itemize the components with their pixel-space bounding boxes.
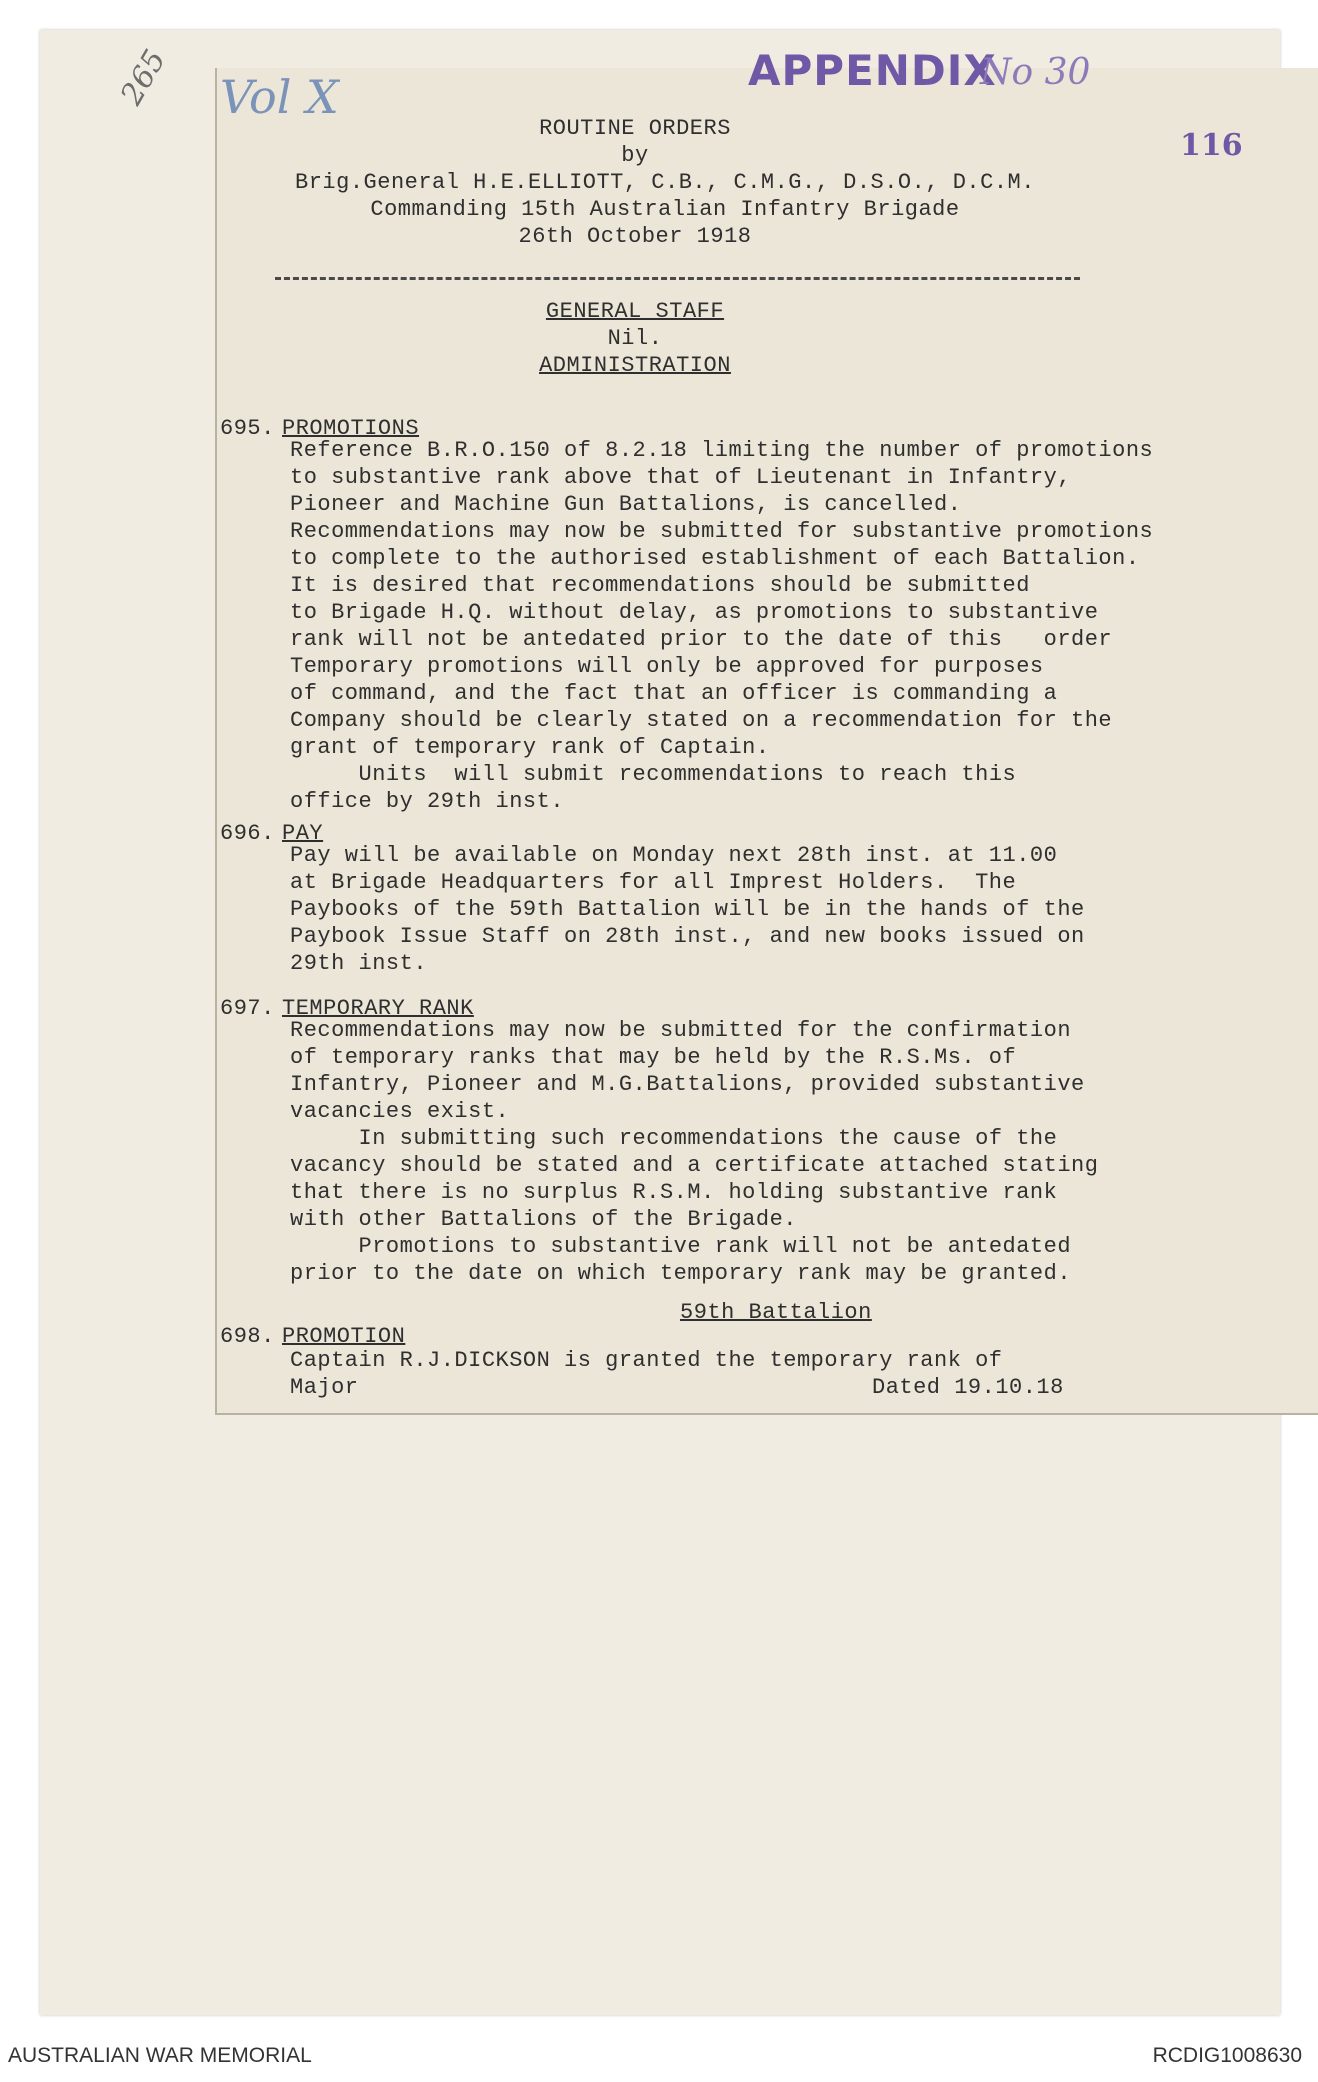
folio-number-pencil: 265	[114, 43, 174, 112]
order-number: 695.	[220, 416, 275, 441]
order-body: Recommendations may now be submitted for the confirmation of temporary ranks that may be held by the R.S.Ms. of Infantry, Pioneer and M.G.Battalions, provided substantive vacancies exist. In submitting such recommendations the cause of the vacancy should be stated and a certificate attached stating that there is no surplus R.S.M. holding substantive rank with other Battalions of the Brigade. Promotions to substantive rank will not be antedated prior to the date on which temporary rank may be granted.	[290, 1018, 1099, 1286]
order-dated: Dated 19.10.18	[872, 1375, 1064, 1400]
appendix-stamp: APPENDIX	[748, 46, 997, 95]
document-sheet	[40, 30, 1280, 2015]
page-number-stamp: 116	[1180, 128, 1243, 163]
archive-footer	[0, 2022, 1318, 2082]
order-body: Pay will be available on Monday next 28th inst. at 11.00 at Brigade Headquarters for all Imprest Holders. The Paybooks of the 59th Battalion will be in the hands of the Paybook Issue Staff on 28th inst., and new books issued on 29th inst.	[290, 843, 1085, 976]
order-697	[220, 995, 1240, 1285]
order-number: 698.	[220, 1324, 275, 1349]
volume-label: Vol X	[220, 70, 339, 124]
header-by: by	[621, 143, 649, 168]
header-author: Brig.General H.E.ELLIOTT, C.B., C.M.G., D.S.O., D.C.M.	[295, 170, 1035, 195]
order-body: Reference B.R.O.150 of 8.2.18 limiting the number of promotions to substantive rank above that of Lieutenant in Infantry, Pioneer and Machine Gun Battalions, is cancelled. Recommendations may now be submitted for substantive promotions to complete to the authorised establishment of each Battalion. It is desired that recommendations should be submitted to Brigade H.Q. without delay, as promotions to substantive rank will not be antedated prior to the date of this order Temporary promotions will only be approved for purposes of command, and the fact that an officer is commanding a Company should be clearly stated on a recommendation for the grant of temporary rank of Captain. Units will submit recommendations to reach this office by 29th inst.	[290, 438, 1154, 814]
order-heading: PROMOTIONS	[282, 416, 420, 441]
general-staff-heading: GENERAL STAFF	[545, 299, 725, 324]
appendix-number-handwritten: No 30	[980, 52, 1091, 93]
order-number: 697.	[220, 996, 275, 1021]
header-command: Commanding 15th Australian Infantry Brigade	[370, 197, 960, 222]
order-heading: PROMOTION	[282, 1324, 406, 1349]
order-696	[220, 820, 1240, 980]
header-divider	[275, 277, 1080, 280]
nil-text: Nil.	[607, 326, 663, 351]
document-header	[240, 115, 1090, 250]
document-title: ROUTINE ORDERS	[539, 116, 731, 141]
administration-heading: ADMINISTRATION	[539, 353, 731, 378]
order-695	[220, 415, 1240, 814]
header-date: 26th October 1918	[518, 224, 752, 249]
order-698	[220, 1300, 1240, 1400]
order-number: 696.	[220, 821, 275, 846]
section-headings	[485, 298, 785, 379]
archive-name: AUSTRALIAN WAR MEMORIAL	[8, 2044, 312, 2067]
order-heading: TEMPORARY RANK	[282, 996, 474, 1021]
archive-reference-id: RCDIG1008630	[1152, 2044, 1302, 2067]
order-body: Captain R.J.DICKSON is granted the temporary rank of Major	[290, 1348, 1003, 1400]
battalion-subheading: 59th Battalion	[680, 1300, 872, 1325]
order-heading: PAY	[282, 821, 324, 846]
